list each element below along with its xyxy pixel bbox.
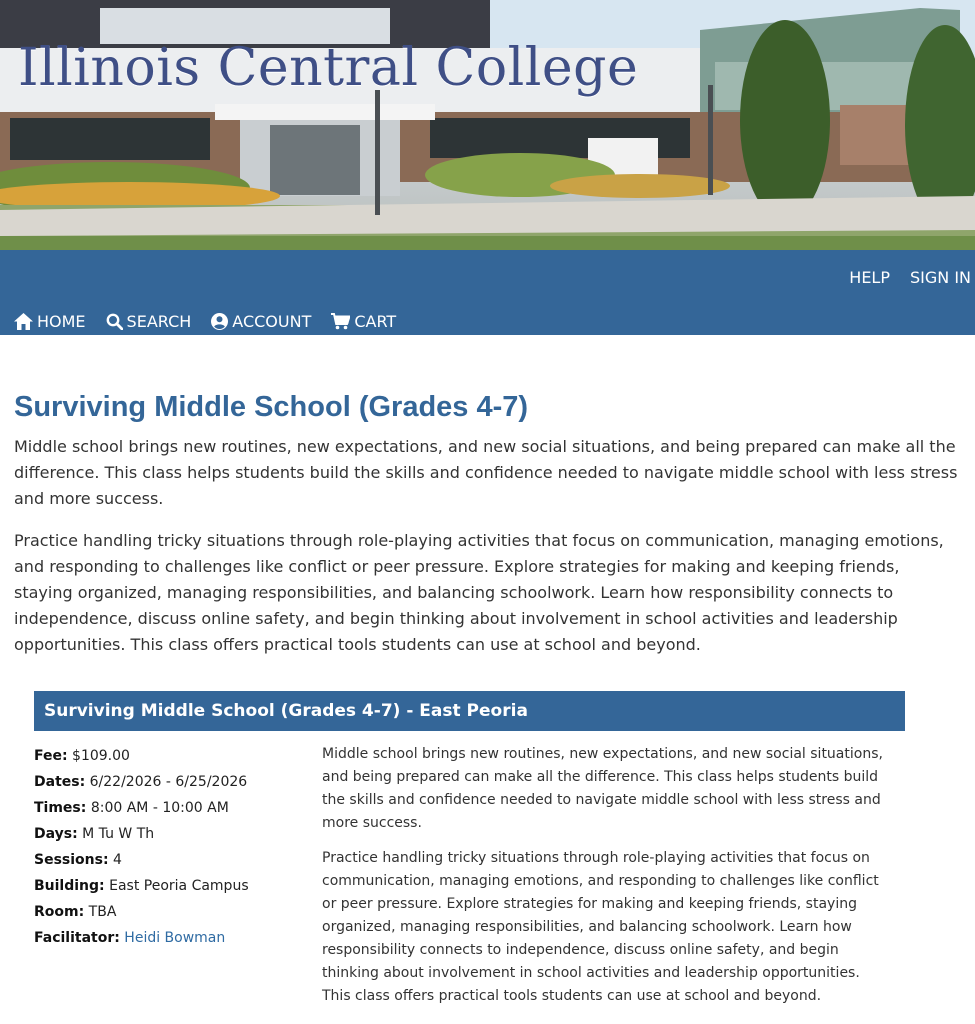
home-icon <box>14 313 33 330</box>
course-intro-paragraph: Middle school brings new routines, new expectations, and new social situations, and being prepared can make all the difference. This class helps students build the skills and confidence needed to navigate middle school with less stress and more success. <box>14 437 958 508</box>
fee-row: Fee: $109.00 <box>34 748 130 764</box>
section-body <box>34 731 905 1020</box>
nav-account-label: ACCOUNT <box>232 312 312 331</box>
sessions-value: 4 <box>113 852 122 868</box>
facilitator-row: Facilitator: Heidi Bowman <box>34 930 226 946</box>
room-value: TBA <box>88 904 117 920</box>
nav-account[interactable] <box>211 312 311 331</box>
nav-search-label: SEARCH <box>126 312 192 331</box>
main-content <box>0 391 975 1020</box>
nav-search[interactable] <box>106 312 192 331</box>
utility-nav <box>849 268 971 287</box>
nav-home[interactable] <box>14 312 86 331</box>
college-logo-text: Illinois Central College <box>18 38 639 98</box>
facilitator-link[interactable]: Heidi Bowman <box>124 930 226 946</box>
search-icon <box>106 313 123 330</box>
hero-banner <box>0 0 975 250</box>
fee-value: $109.00 <box>72 748 130 764</box>
dates-row: Dates: 6/22/2026 - 6/25/2026 <box>34 774 248 790</box>
dates-value: 6/22/2026 - 6/25/2026 <box>89 774 248 790</box>
section-paragraph: Practice handling tricky situations through role-playing activities that focus on communication, managing emotions, and responding to challenges like conflict or peer pressure. Explore strategies for making and keeping friends, staying organized, managing responsibilities, and balancing schoolwork. Learn how responsibility connects to independence, discuss online safety, and begin thinking about involvement in school activities and leadership opportunities. This class offers practical tools students can use at school and beyond. <box>322 850 879 1004</box>
times-row: Times: 8:00 AM - 10:00 AM <box>34 800 229 816</box>
help-link[interactable]: HELP <box>849 268 890 287</box>
course-details-paragraph: Practice handling tricky situations through role-playing activities that focus on communication, managing emotions, and responding to challenges like conflict or peer pressure. Explore strategies for making and keeping friends, staying organized, managing responsibilities, and balancing schoolwork. Learn how responsibility connects to independence, discuss online safety, and begin thinking about involvement in school activities and leadership opportunities. This class offers practical tools students can use at school and beyond. <box>14 531 944 654</box>
room-row: Room: TBA <box>34 904 117 920</box>
section-details <box>34 743 322 1020</box>
days-row: Days: M Tu W Th <box>34 826 155 842</box>
nav-home-label: HOME <box>37 312 86 331</box>
primary-nav <box>14 312 396 331</box>
sessions-row: Sessions: 4 <box>34 852 122 868</box>
section-card <box>34 691 905 1020</box>
building-value: East Peoria Campus <box>109 878 249 894</box>
section-paragraph: Middle school brings new routines, new expectations, and new social situations, and being prepared can make all the difference. This class helps students build the skills and confidence needed to navigate middle school with less stress and more success. <box>322 746 883 831</box>
page-title: Surviving Middle School (Grades 4-7) <box>14 391 529 423</box>
days-value: M Tu W Th <box>82 826 155 842</box>
sign-in-link[interactable]: SIGN IN <box>909 268 971 287</box>
section-heading: Surviving Middle School (Grades 4-7) - East Peoria <box>34 691 905 731</box>
cart-icon <box>331 313 350 330</box>
times-value: 8:00 AM - 10:00 AM <box>90 800 229 816</box>
account-icon <box>211 313 228 330</box>
section-description <box>322 743 892 1020</box>
nav-cart-label: CART <box>354 312 397 331</box>
nav-cart[interactable] <box>331 312 396 331</box>
building-row: Building: East Peoria Campus <box>34 878 249 894</box>
main-navigation <box>0 250 975 335</box>
